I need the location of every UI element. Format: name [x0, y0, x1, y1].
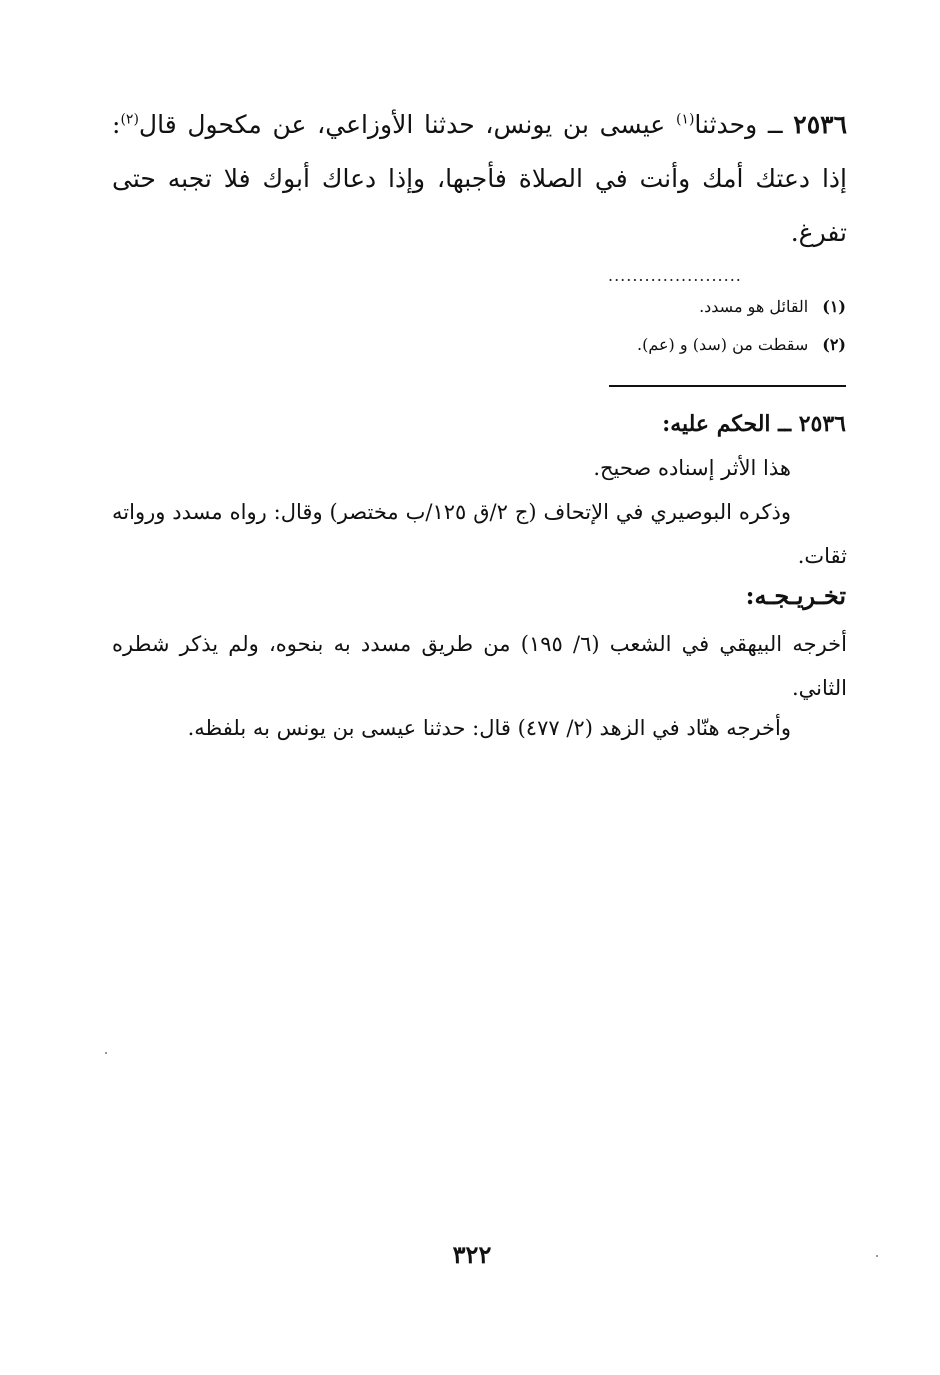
hadith-number: ٢٥٣٦	[793, 110, 847, 139]
section-divider	[609, 385, 846, 387]
footnote-ref-1: (١)	[675, 111, 695, 128]
hadith-dash: ــ	[757, 110, 794, 139]
hadith-text-part-3: : إذا دعتك أمك وأنت في الصلاة فأجبها، وإذا دعاك أبوك فلا تجبه حتى تفرغ.	[112, 110, 847, 247]
footnote-2	[446, 334, 846, 356]
takhrij-paragraph-1: أخرجه البيهقي في الشعب (٦/ ١٩٥) من طريق مسدد به بنحوه، ولم يذكر شطره الثاني.	[112, 632, 847, 700]
footnote-2-number: (٢)	[822, 335, 846, 354]
ruling-paragraph-2: وذكره البوصيري في الإتحاف (ج ٢/ق ١٢٥/ب مختصر) وقال: رواه مسدد ورواته ثقات.	[112, 500, 847, 568]
footnote-1	[446, 296, 846, 318]
hadith-text-part-2: عيسى بن يونس، حدثنا الأوزاعي، عن مكحول قال	[138, 110, 676, 139]
takhrij-heading: تخـريـجـه:	[745, 581, 846, 610]
ruling-paragraph-1: هذا الأثر إسناده صحيح.	[593, 456, 791, 480]
hadith-text-part-1: وحدثنا	[694, 110, 758, 139]
takhrij-paragraph-2: وأخرجه هنّاد في الزهد (٢/ ٤٧٧) قال: حدثنا عيسى بن يونس به بلفظه.	[187, 716, 791, 740]
footnote-separator-dots: ......................	[608, 266, 742, 285]
footnote-ref-2: (٢)	[120, 111, 139, 128]
hadith-text	[112, 98, 847, 260]
ruling-heading: ٢٥٣٦ ــ الحكم عليه:	[662, 411, 846, 437]
footnote-2-text: سقطت من (سد) و (عم).	[637, 335, 809, 354]
scan-speck	[105, 1052, 107, 1054]
footnote-1-number: (١)	[822, 297, 846, 316]
footnote-1-text: القائل هو مسدد.	[699, 297, 809, 316]
page-number: ٣٢٢	[452, 1240, 492, 1269]
scan-speck	[876, 1255, 878, 1257]
